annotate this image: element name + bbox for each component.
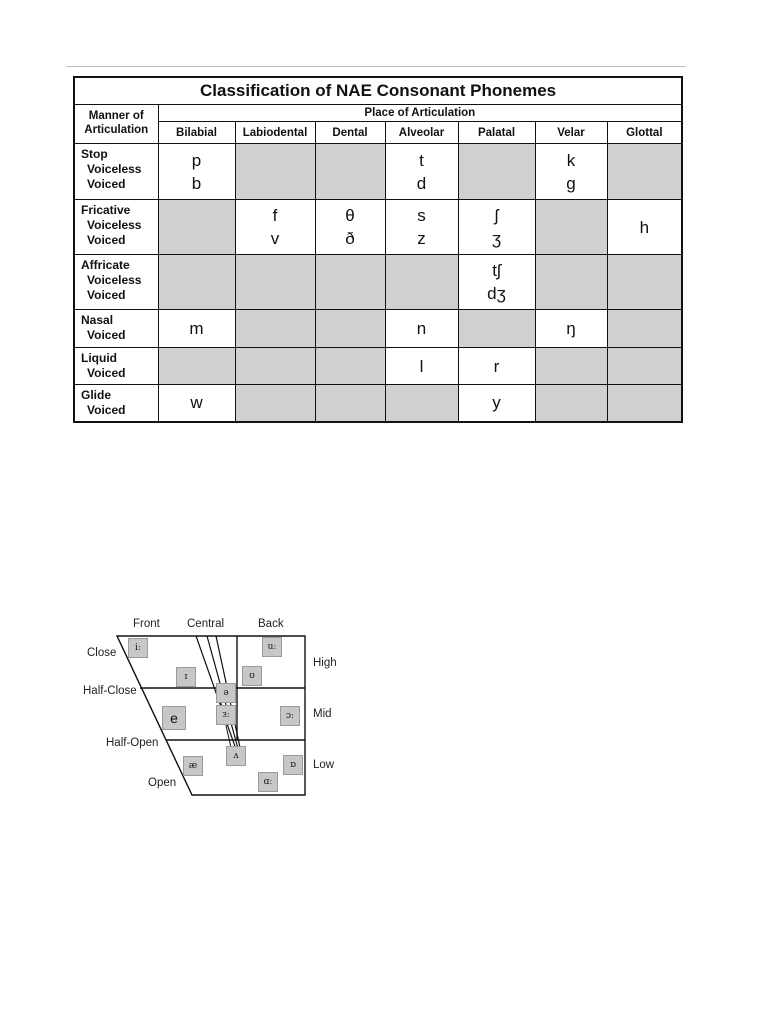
voicing-label: Voiced (87, 288, 126, 302)
voicing-label: Voiced (87, 403, 126, 417)
phoneme-symbol: tʃ (492, 261, 501, 280)
phoneme-symbol: h (639, 217, 650, 237)
phoneme-symbol: ʃ (494, 206, 499, 225)
vowel-wedge: ʌ (226, 746, 246, 766)
vowel-i-short: ɪ (176, 667, 196, 687)
phoneme-symbol: d (416, 173, 427, 193)
manner-name: Liquid (81, 351, 117, 365)
low-label: Low (313, 759, 335, 771)
vowel-e: e (162, 706, 186, 730)
voicing-label: Voiced (87, 177, 126, 191)
vowel-u-long: uː (262, 637, 282, 657)
central-label: Central (187, 618, 225, 630)
phoneme-symbol: s (417, 206, 426, 225)
voicing-label: Voiced (87, 233, 126, 247)
vowel-i-long: iː (128, 638, 148, 658)
phoneme-symbol: m (189, 319, 204, 338)
phoneme-symbol: z (417, 229, 426, 248)
phoneme-symbol: dʒ (487, 284, 506, 303)
phoneme-symbol: p (191, 150, 202, 170)
voicing-label: Voiceless (87, 162, 142, 176)
column-header-alveolar: Alveolar (385, 122, 458, 144)
phoneme-symbol: y (492, 393, 501, 413)
voicing-label: Voiceless (87, 273, 142, 287)
column-header-velar: Velar (535, 122, 607, 144)
table-title: Classification of NAE Consonant Phonemes (74, 77, 682, 105)
phoneme-symbol: ʒ (491, 229, 502, 248)
manner-header: Manner of Articulation (74, 105, 158, 144)
manner-name: Stop (81, 147, 108, 161)
voicing-label: Voiced (87, 328, 126, 342)
phoneme-symbol: v (270, 229, 280, 248)
place-header: Place of Articulation (158, 105, 682, 122)
phoneme-symbol: ð (345, 229, 355, 248)
phoneme-symbol: t (419, 150, 424, 170)
phoneme-symbol: n (416, 319, 427, 338)
phoneme-symbol: θ (345, 206, 355, 225)
phoneme-symbol: f (272, 206, 278, 225)
vowel-er-long: ɜː (216, 705, 236, 725)
vowel-o-short: ɒ (283, 755, 303, 775)
back-label: Back (258, 618, 284, 630)
voicing-label: Voiceless (87, 218, 142, 232)
column-header-labiodental: Labiodental (235, 122, 315, 144)
voicing-label: Voiced (87, 366, 126, 380)
close-label: Close (87, 647, 117, 659)
column-header-palatal: Palatal (458, 122, 535, 144)
half-open-label: Half-Open (106, 737, 159, 749)
column-header-dental: Dental (315, 122, 385, 144)
column-header-glottal: Glottal (607, 122, 682, 144)
vowel-ae: æ (183, 756, 203, 776)
phoneme-symbol: w (190, 393, 203, 413)
manner-name: Fricative (81, 203, 131, 217)
vowel-a-long: ɑː (258, 772, 278, 792)
phoneme-symbol: l (419, 356, 424, 376)
open-label: Open (148, 777, 177, 789)
vowel-schwa: ə (216, 683, 236, 703)
front-label: Front (133, 618, 160, 630)
manner-name: Affricate (81, 258, 130, 272)
phoneme-symbol: g (566, 173, 576, 193)
phoneme-symbol: r (493, 356, 500, 376)
phoneme-symbol: ŋ (566, 319, 576, 338)
vowel-u-short: ʊ (242, 666, 262, 686)
manner-name: Glide (81, 388, 112, 402)
phoneme-symbol: b (191, 173, 202, 193)
mid-label: Mid (313, 708, 332, 720)
high-label: High (313, 657, 337, 669)
column-header-bilabial: Bilabial (158, 122, 235, 144)
phoneme-symbol: k (566, 150, 576, 170)
half-close-label: Half-Close (83, 685, 137, 697)
manner-name: Nasal (81, 313, 114, 327)
vowel-o-long: ɔː (280, 706, 300, 726)
